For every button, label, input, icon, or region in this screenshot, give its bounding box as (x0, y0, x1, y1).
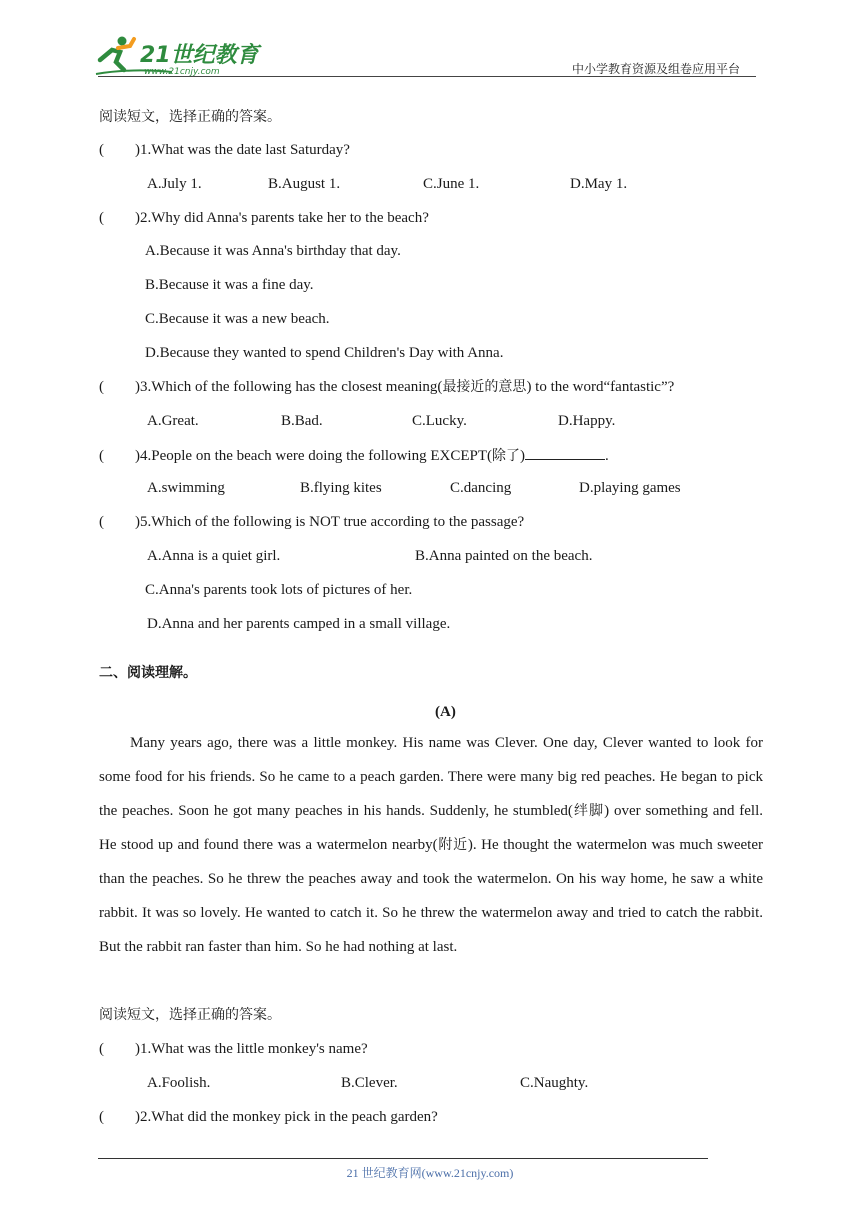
option-a: A.Foolish. (147, 1075, 211, 1091)
logo-text: 21世纪教育 (140, 43, 259, 68)
option-a: A.July 1. (147, 176, 202, 192)
answer-paren[interactable]: ( (99, 1109, 104, 1125)
question-1: ( )1.What was the date last Saturday? (99, 142, 350, 158)
option-c: C.Anna's parents took lots of pictures of her. (145, 582, 413, 598)
option-d: D.playing games (579, 480, 681, 496)
option-b: B.Bad. (281, 413, 323, 429)
option-b: B.August 1. (268, 176, 341, 192)
option-a: A.Anna is a quiet girl. (147, 548, 281, 564)
platform-name: 中小学教育资源及组卷应用平台 (572, 62, 741, 76)
option-d: D.Anna and her parents camped in a small village. (147, 616, 451, 632)
answer-paren[interactable]: ( (99, 142, 104, 158)
footer-link[interactable]: 21 世纪教育网(www.21cnjy.com) (346, 1166, 514, 1180)
site-logo (92, 30, 262, 80)
header-divider (98, 76, 756, 77)
option-c: C.Because it was a new beach. (145, 311, 330, 327)
instruction-2: 阅读短文，选择正确的答案。 (99, 1007, 281, 1023)
answer-paren[interactable]: ( (99, 1041, 104, 1057)
footer-divider (98, 1158, 708, 1159)
option-d: D.May 1. (570, 176, 628, 192)
option-c: C.Naughty. (520, 1075, 589, 1091)
option-b: B.Because it was a fine day. (145, 277, 314, 293)
passage-text: Many years ago, there was a little monkey. His name was Clever. One day, Clever wanted to look for some food for his friends. So he came to a peach garden. There were many big red peaches. He began to pick the peaches. Soon he got many peaches in his hands. Suddenly, he stumbled(绊脚) over something and fell. He stood up and found there was a watermelon nearby(附近). He thought the watermelon was much sweeter than the peaches. So he threw the peaches away and took the watermelon. On his way home, he saw a white rabbit. It was so lovely. He wanted to catch it. So he threw the watermelon away and tried to catch the rabbit. But the rabbit ran faster than him. So he had nothing at last. (99, 735, 764, 955)
logo-url: www.21cnjy.com (144, 67, 220, 77)
option-c: C.Lucky. (412, 413, 467, 429)
question-2: ( )2.What did the monkey pick in the peach garden? (99, 1109, 438, 1125)
question-2: ( )2.Why did Anna's parents take her to the beach? (99, 210, 429, 226)
option-c: C.June 1. (423, 176, 480, 192)
option-d: D.Happy. (558, 413, 616, 429)
option-d: D.Because they wanted to spend Children's Day with Anna. (145, 345, 504, 361)
question-4: ( )4.People on the beach were doing the following EXCEPT(除了) . (99, 444, 609, 466)
passage-label: (A) (435, 704, 456, 720)
question-3: ( )3.Which of the following has the closest meaning(最接近的意思) to the word“fantastic”? (99, 379, 675, 395)
option-a: A.Great. (147, 413, 199, 429)
answer-paren[interactable]: ( (99, 210, 104, 226)
question-1: ( )1.What was the little monkey's name? (99, 1041, 368, 1057)
instruction-1: 阅读短文，选择正确的答案。 (99, 109, 281, 125)
section-heading: 二、阅读理解。 (99, 665, 197, 681)
option-a: A.swimming (147, 480, 225, 496)
option-a: A.Because it was Anna's birthday that day. (145, 243, 401, 259)
answer-paren[interactable]: ( (99, 379, 104, 395)
option-b: B.Clever. (341, 1075, 398, 1091)
answer-paren[interactable]: ( (99, 514, 104, 530)
option-c: C.dancing (450, 480, 512, 496)
fill-blank[interactable] (525, 444, 605, 460)
answer-paren[interactable]: ( (99, 448, 104, 464)
option-b: B.flying kites (300, 480, 382, 496)
option-b: B.Anna painted on the beach. (415, 548, 593, 564)
question-5: ( )5.Which of the following is NOT true according to the passage? (99, 514, 525, 530)
